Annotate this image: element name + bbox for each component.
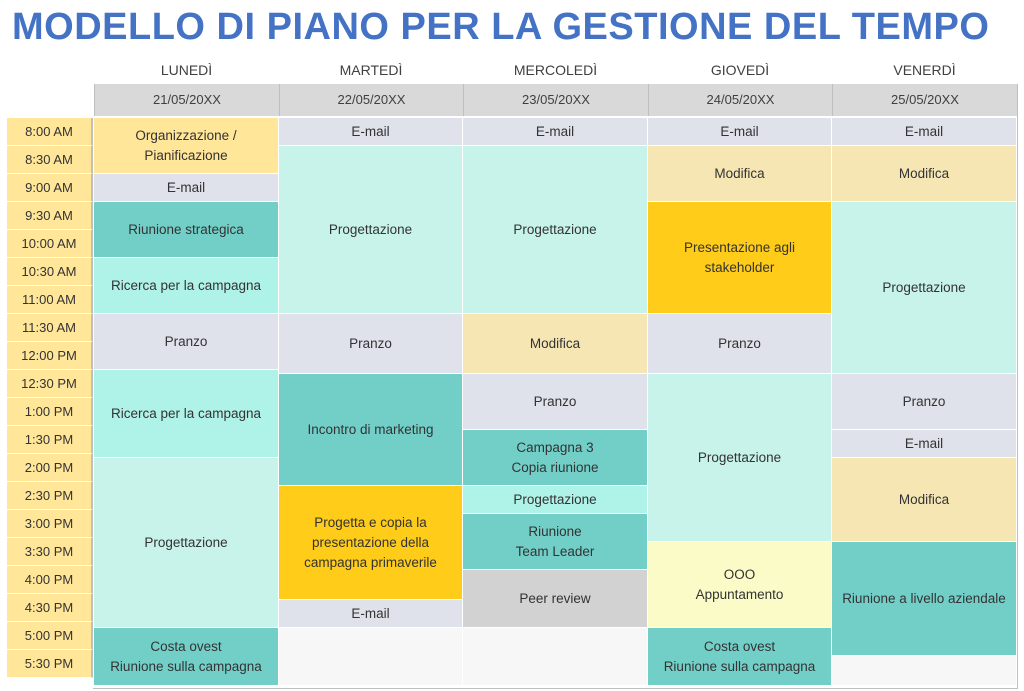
event-progettazione[interactable]: Progettazione	[94, 458, 279, 628]
time-slot: 5:30 PM	[7, 650, 93, 678]
time-slot: 12:00 PM	[7, 342, 93, 370]
event-progettazione[interactable]: Progettazione	[279, 146, 463, 314]
event-progettazione[interactable]: Progettazione	[648, 374, 832, 542]
time-slot: 1:00 PM	[7, 398, 93, 426]
event-organizzazione[interactable]: Organizzazione / Pianificazione	[94, 118, 279, 174]
event-email[interactable]: E-mail	[94, 174, 279, 202]
event-costa-ovest[interactable]: Costa ovest Riunione sulla campagna	[648, 628, 832, 686]
event-modifica[interactable]: Modifica	[832, 146, 1017, 202]
event-pranzo[interactable]: Pranzo	[832, 374, 1017, 430]
event-riunione-strategica[interactable]: Riunione strategica	[94, 202, 279, 258]
event-email[interactable]: E-mail	[832, 430, 1017, 458]
event-costa-ovest[interactable]: Costa ovest Riunione sulla campagna	[94, 628, 279, 686]
time-slot: 1:30 PM	[7, 426, 93, 454]
event-ricerca-campagna[interactable]: Ricerca per la campagna	[94, 370, 279, 458]
event-ricerca-campagna[interactable]: Ricerca per la campagna	[94, 258, 279, 314]
event-modifica[interactable]: Modifica	[463, 314, 648, 374]
time-slot: 2:30 PM	[7, 482, 93, 510]
day-name-wednesday: MERCOLEDÌ	[513, 62, 598, 78]
empty-slot[interactable]	[832, 656, 1017, 686]
event-riunione-team-leader[interactable]: Riunione Team Leader	[463, 514, 648, 570]
event-modifica[interactable]: Modifica	[832, 458, 1017, 542]
event-peer-review[interactable]: Peer review	[463, 570, 648, 628]
date-thursday: 24/05/20XX	[648, 84, 832, 116]
time-slot: 4:30 PM	[7, 594, 93, 622]
event-modifica[interactable]: Modifica	[648, 146, 832, 202]
event-email[interactable]: E-mail	[463, 118, 648, 146]
event-pranzo[interactable]: Pranzo	[94, 314, 279, 370]
time-slot: 9:00 AM	[7, 174, 93, 202]
time-slot: 11:30 AM	[7, 314, 93, 342]
date-friday: 25/05/20XX	[832, 84, 1017, 116]
event-email[interactable]: E-mail	[832, 118, 1017, 146]
event-email[interactable]: E-mail	[279, 118, 463, 146]
empty-slot[interactable]	[463, 628, 648, 686]
time-slot: 3:00 PM	[7, 510, 93, 538]
event-email[interactable]: E-mail	[279, 600, 463, 628]
event-progetta-presentazione[interactable]: Progetta e copia la presentazione della campagna primaverile	[279, 486, 463, 600]
time-slot: 10:30 AM	[7, 258, 93, 286]
event-riunione-aziendale[interactable]: Riunione a livello aziendale	[832, 542, 1017, 656]
time-slot: 5:00 PM	[7, 622, 93, 650]
date-wednesday: 23/05/20XX	[463, 84, 648, 116]
event-pranzo[interactable]: Pranzo	[648, 314, 832, 374]
event-ooo-appuntamento[interactable]: OOO Appuntamento	[648, 542, 832, 628]
day-name-thursday: GIOVEDÌ	[710, 62, 770, 78]
event-email[interactable]: E-mail	[648, 118, 832, 146]
time-slot: 10:00 AM	[7, 230, 93, 258]
time-slot: 8:30 AM	[7, 146, 93, 174]
time-slot: 2:00 PM	[7, 454, 93, 482]
day-name-monday: LUNEDÌ	[160, 62, 213, 78]
time-slot: 8:00 AM	[7, 118, 93, 146]
day-name-friday: VENERDÌ	[893, 62, 956, 78]
empty-slot[interactable]	[279, 628, 463, 686]
event-pranzo[interactable]: Pranzo	[279, 314, 463, 374]
event-progettazione[interactable]: Progettazione	[463, 486, 648, 514]
event-campagna-3[interactable]: Campagna 3 Copia riunione	[463, 430, 648, 486]
date-tuesday: 22/05/20XX	[279, 84, 463, 116]
page-title: MODELLO DI PIANO PER LA GESTIONE DEL TEMPO	[12, 6, 990, 48]
event-incontro-marketing[interactable]: Incontro di marketing	[279, 374, 463, 486]
event-progettazione[interactable]: Progettazione	[832, 202, 1017, 374]
time-slot: 4:00 PM	[7, 566, 93, 594]
event-presentazione-stakeholder[interactable]: Presentazione agli stakeholder	[648, 202, 832, 314]
event-pranzo[interactable]: Pranzo	[463, 374, 648, 430]
time-slot: 11:00 AM	[7, 286, 93, 314]
time-slot: 3:30 PM	[7, 538, 93, 566]
event-progettazione[interactable]: Progettazione	[463, 146, 648, 314]
time-slot: 12:30 PM	[7, 370, 93, 398]
date-monday: 21/05/20XX	[94, 84, 279, 116]
time-slot: 9:30 AM	[7, 202, 93, 230]
day-name-tuesday: MARTEDÌ	[339, 62, 403, 78]
